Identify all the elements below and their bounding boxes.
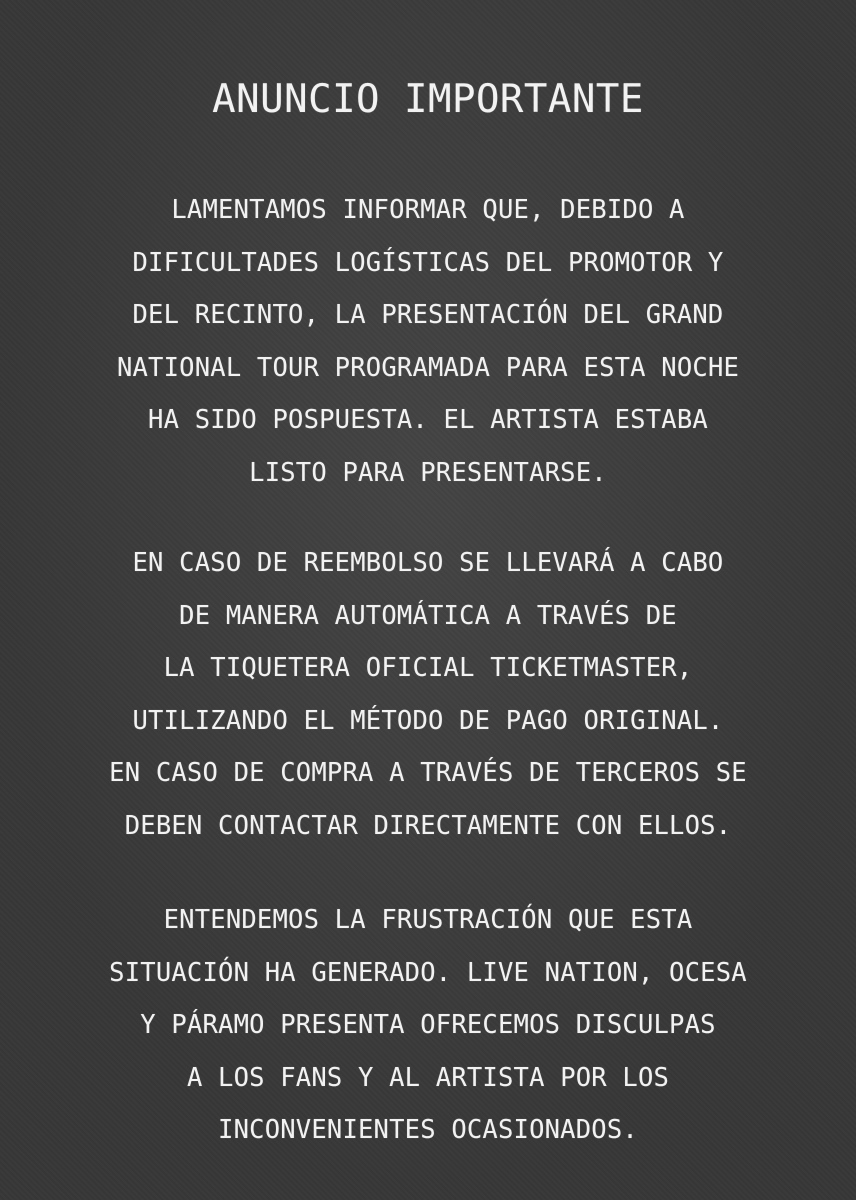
text-line: DE MANERA AUTOMÁTICA A TRAVÉS DE [179,600,677,631]
text-line: NATIONAL TOUR PROGRAMADA PARA ESTA NOCHE [116,352,740,383]
text-line: DIFICULTADES LOGÍSTICAS DEL PROMOTOR Y [132,247,724,278]
paragraph-refund [0,537,856,852]
announcement-title: ANUNCIO IMPORTANTE [212,77,644,122]
paragraph-apology [0,894,856,1157]
text-line: DEBEN CONTACTAR DIRECTAMENTE CON ELLOS. [124,810,732,841]
text-line: HA SIDO POSPUESTA. EL ARTISTA ESTABA [148,405,708,435]
text-line: DEL RECINTO, LA PRESENTACIÓN DEL GRAND [132,300,724,330]
text-line: SITUACIÓN HA GENERADO. LIVE NATION, OCESA [109,957,747,988]
text-line: LAMENTAMOS INFORMAR QUE, DEBIDO A [171,195,685,225]
text-line: LISTO PARA PRESENTARSE. [249,457,607,488]
paragraph-postponement [0,184,856,499]
text-line: ENTENDEMOS LA FRUSTRACIÓN QUE ESTA [163,905,693,935]
text-line: UTILIZANDO EL MÉTODO DE PAGO ORIGINAL. [132,705,724,736]
text-line: EN CASO DE COMPRA A TRAVÉS DE TERCEROS SE [109,758,747,788]
text-line: EN CASO DE REEMBOLSO SE LLEVARÁ A CABO [132,548,724,578]
text-line: Y PÁRAMO PRESENTA OFRECEMOS DISCULPAS [140,1010,716,1040]
text-line: A LOS FANS Y AL ARTISTA POR LOS [186,1062,670,1093]
text-line: INCONVENIENTES OCASIONADOS. [218,1115,638,1145]
text-line: LA TIQUETERA OFICIAL TICKETMASTER, [163,653,693,683]
